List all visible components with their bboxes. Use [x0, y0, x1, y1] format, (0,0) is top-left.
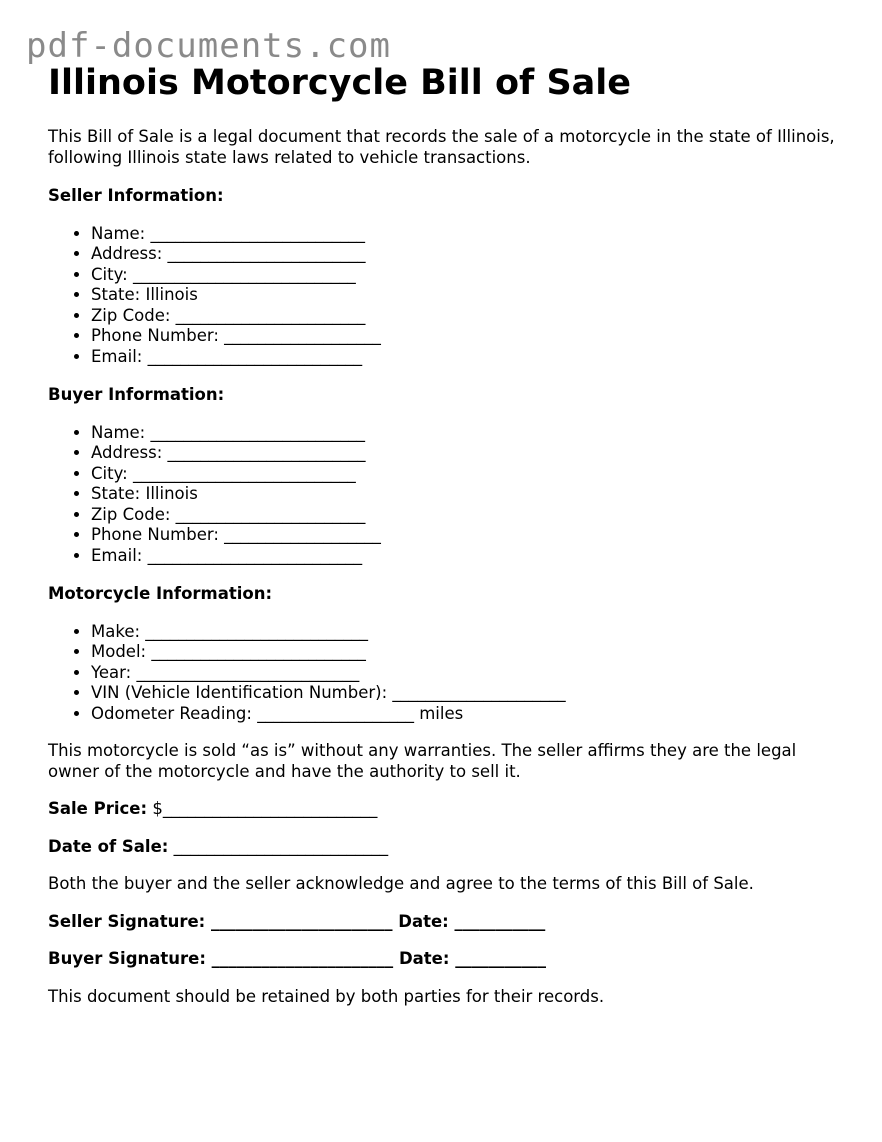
watermark: pdf-documents.com: [26, 26, 391, 66]
as-is-paragraph: This motorcycle is sold “as is” without any warranties. The seller affirms they are the legal owner of the motorcycle and have the authority to sell it.: [48, 741, 797, 781]
buyer-section-heading: Buyer Information:: [48, 385, 225, 404]
motorcycle-odometer-field: • Odometer Reading: ___________________ miles: [91, 704, 848, 725]
buyer-signature-line: [48, 949, 848, 970]
retain-paragraph: This document should be retained by both parties for their records.: [48, 986, 605, 1006]
buyer-field-list: [48, 423, 848, 567]
document-page: [48, 62, 848, 1007]
buyer-address-field: • Address: ________________________: [91, 443, 848, 464]
intro-paragraph: This Bill of Sale is a legal document that records the sale of a motorcycle in the state of Illinois, following Illinois state laws related to vehicle transactions.: [48, 127, 835, 167]
buyer-zip-field: • Zip Code: _______________________: [91, 505, 848, 526]
buyer-name-field: • Name: __________________________: [91, 423, 848, 444]
sale-price-blank: $__________________________: [152, 799, 378, 818]
document-title: Illinois Motorcycle Bill of Sale: [48, 63, 632, 103]
buyer-city-field: • City: ___________________________: [91, 464, 848, 485]
buyer-signature-date: Date: ___________: [398, 949, 546, 968]
motorcycle-year-field: • Year: ___________________________: [91, 663, 848, 684]
buyer-state-field: • State: Illinois: [91, 484, 848, 505]
motorcycle-model-field: • Model: __________________________: [91, 642, 848, 663]
motorcycle-section-heading: Motorcycle Information:: [48, 584, 273, 603]
seller-signature-date: Date: ___________: [398, 911, 546, 931]
seller-phone-field: • Phone Number: ___________________: [91, 326, 848, 347]
seller-section-heading: Seller Information:: [48, 186, 224, 205]
seller-signature-line: [48, 912, 848, 933]
seller-zip-field: • Zip Code: _______________________: [91, 306, 848, 327]
seller-city-field: • City: ___________________________: [91, 265, 848, 286]
sale-price-line: [48, 799, 848, 820]
acknowledge-paragraph: Both the buyer and the seller acknowledge and agree to the terms of this Bill of Sale.: [48, 874, 754, 893]
seller-signature-label: Seller Signature: ______________________: [48, 911, 393, 931]
buyer-phone-field: • Phone Number: ___________________: [91, 525, 848, 546]
buyer-signature-label: Buyer Signature: ______________________: [48, 949, 394, 968]
seller-field-list: [48, 224, 848, 368]
seller-address-field: • Address: ________________________: [91, 244, 848, 265]
seller-state-field: • State: Illinois: [91, 285, 848, 306]
motorcycle-vin-field: • VIN (Vehicle Identification Number): _____________________: [91, 683, 848, 704]
sale-price-label: Sale Price:: [48, 799, 148, 818]
date-of-sale-blank: __________________________: [173, 836, 389, 856]
seller-email-field: • Email: __________________________: [91, 347, 848, 368]
motorcycle-make-field: • Make: ___________________________: [91, 622, 848, 643]
motorcycle-field-list: [48, 622, 848, 725]
buyer-email-field: • Email: __________________________: [91, 546, 848, 567]
seller-name-field: • Name: __________________________: [91, 224, 848, 245]
date-of-sale-line: [48, 837, 848, 858]
date-of-sale-label: Date of Sale:: [48, 836, 169, 856]
